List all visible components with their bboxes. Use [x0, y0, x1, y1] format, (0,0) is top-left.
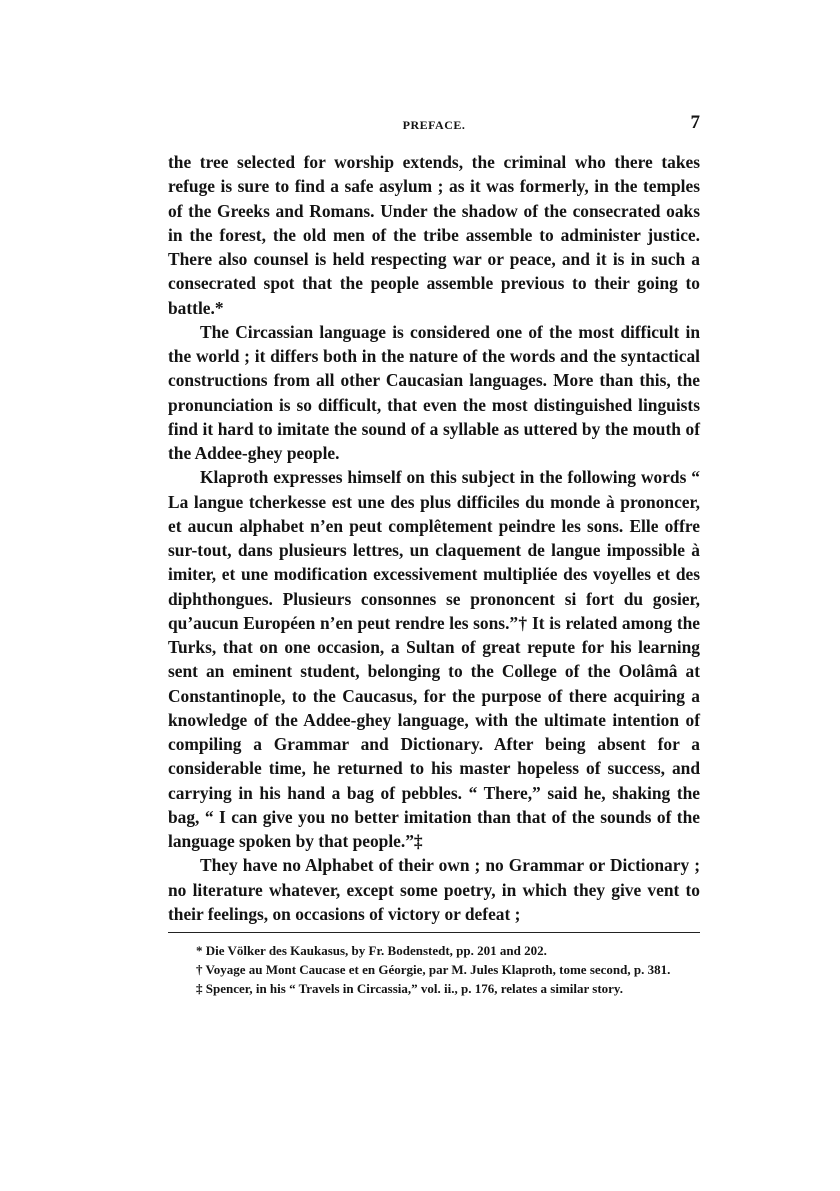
- paragraph-continued: the tree selected for worship extends, the criminal who there takes refuge is sure to find a safe asylum ; as it was formerly, in the temples of the Greeks and Romans. Under the shadow of the consecrated oaks in the forest, the old men of the tribe assemble to administer justice. There also counsel is held respecting war or peace, and it is in such a consecrated spot that the people assemble previous to their going to battle.*: [168, 152, 700, 318]
- footnote-3: ‡ Spencer, in his “ Travels in Circassia,” vol. ii., p. 176, relates a similar story.: [196, 981, 623, 996]
- footnotes: [168, 943, 700, 996]
- paragraph-no-alphabet: They have no Alphabet of their own ; no Grammar or Dictionary ; no literature whatever, except some poetry, in which they give vent to their feelings, on occasions of victory or defeat ;: [168, 855, 700, 924]
- body-text: [168, 150, 700, 926]
- footnote-rule: [168, 932, 700, 933]
- paragraph-klaproth: Klaproth expresses himself on this subject in the following words “ La langue tcherkesse est une des plus difficiles du monde à prononcer, et aucun alphabet n’en peut complêtement peindre les sons. Elle offre sur-tout, dans plusieurs lettres, un claquement de langue impossible à imiter, et une modification excessivement multipliée des voyelles et des diphthongues. Plusieurs consonnes se prononcent si fort du gosier, qu’aucun Européen n’en peut rendre les sons.”† It is related among the Turks, that on one occasion, a Sultan of great repute for his learning sent an eminent student, belonging to the College of the Oolâmâ at Constantinople, to the Caucasus, for the purpose of there acquiring a knowledge of the Addee-ghey language, with the ultimate intention of compiling a Grammar and Dictionary. After being absent for a considerable time, he returned to his master hopeless of success, and carrying in his hand a bag of pebbles. “ There,” said he, shaking the bag, “ I can give you no better imitation than that of the sounds of the language spoken by that people.”‡: [168, 467, 700, 851]
- running-head: [168, 112, 700, 142]
- page-number: 7: [690, 112, 700, 133]
- paragraph-circassian-language: The Circassian language is considered one of the most difficult in the world ; it differs both in the nature of the words and the syntactical constructions from all other Caucasian languages. More than this, the pronunciation is so difficult, that even the most distinguished linguists find it hard to imitate the sound of a syllable as uttered by the mouth of the Addee-ghey people.: [168, 321, 700, 463]
- footnote-1: * Die Völker des Kaukasus, by Fr. Bodenstedt, pp. 201 and 202.: [196, 943, 547, 958]
- footnote-2: † Voyage au Mont Caucase et en Géorgie, par M. Jules Klaproth, tome second, p. 381.: [196, 962, 671, 977]
- book-page: [168, 112, 700, 1000]
- running-title: PREFACE.: [402, 118, 466, 132]
